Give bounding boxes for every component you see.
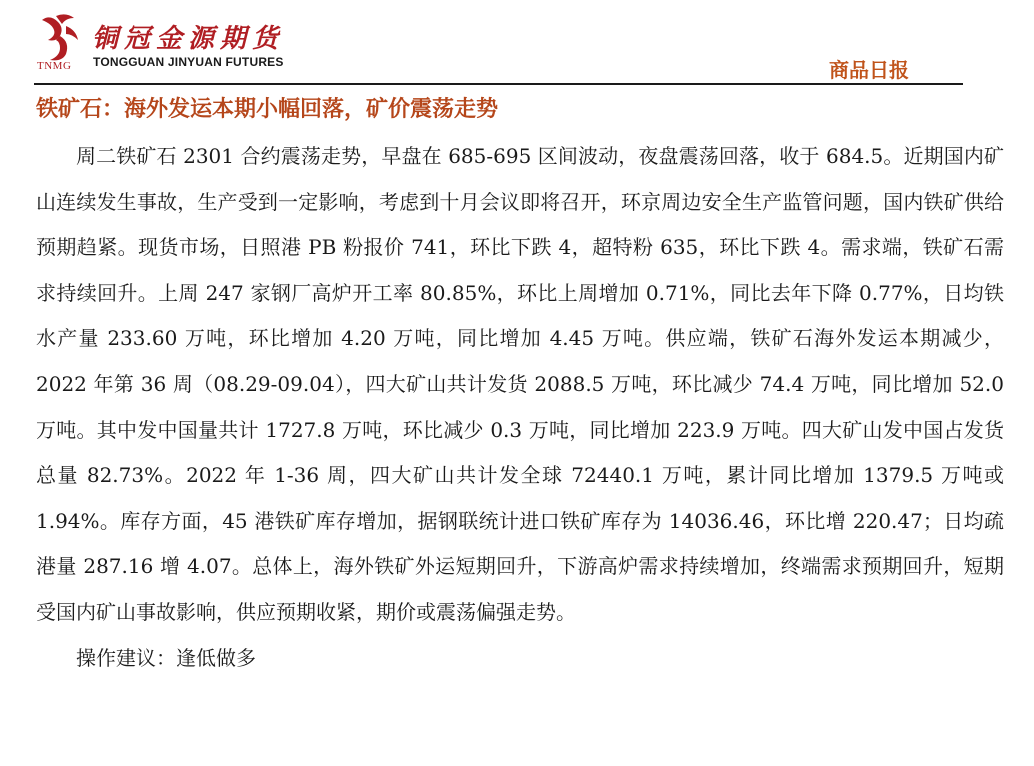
company-name-cn: 铜冠金源期货 <box>92 24 285 54</box>
article-content <box>36 134 1004 681</box>
tnmg-logo-icon <box>36 12 82 64</box>
logo-abbreviation: TNMG <box>37 60 72 72</box>
operation-suggestion: 操作建议：逢低做多 <box>76 645 256 670</box>
page-header <box>0 0 1034 90</box>
header-divider <box>34 83 963 85</box>
report-type-label: 商品日报 <box>829 58 909 82</box>
article-headline: 铁矿石：海外发运本期小幅回落，矿价震荡走势 <box>36 97 499 122</box>
article-body-paragraph: 周二铁矿石 2301 合约震荡走势，早盘在 685-695 区间波动，夜盘震荡回落，收于 684.5。近期国内矿山连续发生事故，生产受到一定影响，考虑到十月会议即将召开，环京周边安全生产监管问题，国内铁矿供给预期趋紧。现货市场，日照港 PB 粉报价 741，环比下跌 4，超特粉 635，环比下跌 4。需求端，铁矿石需求持续回升。上周 247 家钢厂高炉开工率 80.85%，环比上周增加 0.71%，同比去年下降 0.77%，日均铁水产量 233.60 万吨，环比增加 4.20 万吨，同比增加 4.45 万吨。供应端，铁矿石海外发运本期减少，2022 年第 36 周（08.29-09.04），四大矿山共计发货 2088.5 万吨，环比减少 74.4 万吨，同比增加 52.0 万吨。其中发中国量共计 1727.8 万吨，环比减少 0.3 万吨，同比增加 223.9 万吨。四大矿山发中国占发货总量 82.73%。2022 年 1-36 周，四大矿山共计发全球 72440.1 万吨，累计同比增加 1379.5 万吨或 1.94%。库存方面，45 港铁矿库存增加，据钢联统计进口铁矿库存为 14036.46，环比增 220.47；日均疏港量 287.16 增 4.07。总体上，海外铁矿外运短期回升，下游高炉需求持续增加，终端需求预期回升，短期受国内矿山事故影响，供应预期收紧，期价或震荡偏强走势。 <box>36 144 1004 624</box>
company-name-en: TONGGUAN JINYUAN FUTURES <box>93 55 284 69</box>
